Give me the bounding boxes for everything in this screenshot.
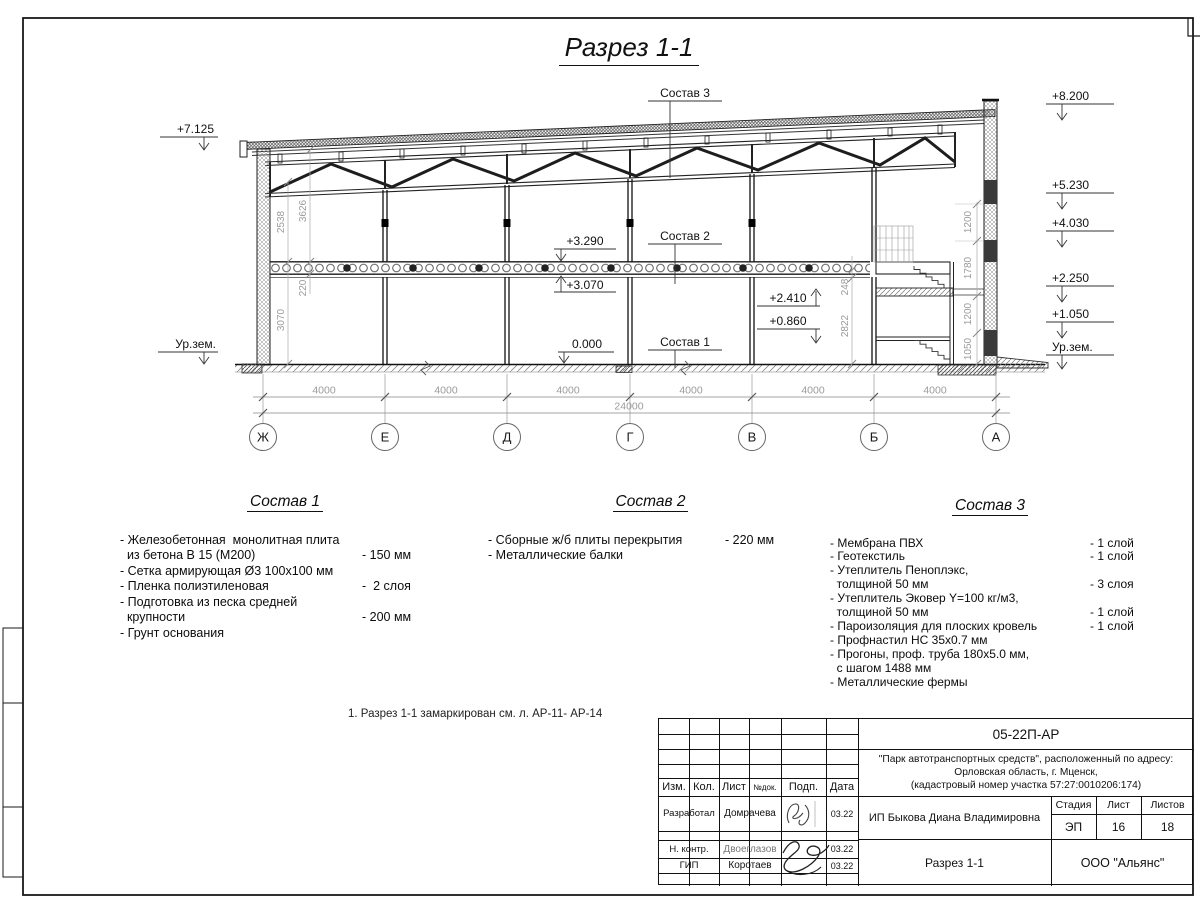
elevation-value: +8.200 [1052,89,1090,103]
list-item: с шагом 1488 мм [830,660,932,675]
right-wall [982,100,999,365]
composition-2 [488,494,813,564]
level-value: +3.070 [566,278,604,292]
composition-3 [830,498,1150,689]
tb-role: Разработал [663,808,715,819]
tb-stage-value: ЭП [1064,819,1083,834]
tb-client: ИП Быкова Диана Владимировна [868,811,1041,824]
elevation-value: +2.250 [1052,271,1090,285]
tb-name: Коротаев [728,860,772,871]
tb-header-kol: Кол. [693,781,715,793]
composition-2-title: Состав 2 [488,494,813,510]
dim-value: 220 [298,279,309,297]
composition-3-title: Состав 3 [830,498,1150,514]
signature-developer [781,797,826,831]
axis-label: А [991,429,1001,445]
composition-1-title: Состав 1 [120,494,450,510]
tb-header-list: Лист [722,781,746,793]
dim-value: 1200 [963,302,974,326]
list-item: - Мембрана ПВХ - 1 слой [830,535,1134,550]
axis-label: Д [502,429,512,445]
dim-value: 1780 [963,256,974,280]
page-title [429,32,829,66]
tb-name: Домрачева [724,808,776,819]
tb-doc-code: 05-22П-АР [992,726,1060,742]
list-item: - Утеплитель Пеноплэкс, [830,563,969,578]
elevation-value: +1.050 [1052,307,1090,321]
ground [235,357,1048,375]
list-item: крупности - 200 мм [120,610,412,624]
list-item: - Сборные ж/б плиты перекрытия - 220 мм [488,532,775,547]
bay-dim: 4000 [679,384,703,397]
title-block [658,718,1193,885]
tb-role: Н. контр. [669,843,709,855]
dim-value: 1200 [963,210,974,234]
axis-label: Б [869,429,879,445]
list-item: - Грунт основания [120,625,225,640]
bay-dim: 4000 [312,384,336,397]
tb-sheet-value: 16 [1111,819,1126,834]
dim-value: 2538 [276,210,287,234]
list-item: - Подготовка из песка средней [120,594,298,609]
elevation-value: Ур.зем. [1052,340,1093,354]
dim-value: 1050 [963,337,974,361]
dims-bottom [250,374,1011,451]
section-title-text: Разрез 1-1 [559,32,700,66]
tb-project [858,749,1194,796]
tb-date: 03.22 [830,808,854,819]
list-item: - Геотекстиль - 1 слой [830,549,1134,564]
floor-slab [270,262,870,278]
level-value: +3.290 [566,234,604,248]
bay-dim: 4000 [434,384,458,397]
leader-label: Состав 2 [660,229,710,243]
stair-flight-lower [914,341,950,363]
tb-project-line2: Орловская область, г. Мценск, [954,767,1098,778]
tb-header-data: Дата [829,781,855,793]
list-item: - Железобетонная монолитная плита [120,532,340,547]
tb-project-line3: (кадастровый номер участка 57:27:0010206:174) [910,780,1142,791]
truss-web [270,138,955,192]
level-value: +0.860 [769,314,807,328]
level-value: 0.000 [571,337,603,351]
tb-date: 03.22 [830,844,854,854]
leader-label: Состав 3 [660,86,710,100]
roof-truss [265,125,955,197]
composition-1 [120,494,450,641]
list-item: толщиной 50 мм - 1 слой [830,605,1134,620]
elevation-value: +5.230 [1052,178,1090,192]
dim-value: 3070 [276,308,287,332]
list-item: - Металлические фермы [830,674,968,689]
tb-sheets-value: 18 [1160,819,1175,834]
tb-sheets-header: Листов [1150,799,1185,811]
total-dim: 24000 [614,400,644,413]
level-value: +2.410 [769,291,807,305]
columns-upper [382,168,877,262]
tb-header-ndok: №док. [753,782,777,792]
column-splices [382,219,756,227]
left-wall [257,149,270,365]
tb-role: ГИП [679,860,699,871]
tb-sheet-name: Разрез 1-1 [925,855,984,870]
tb-header-izm: Изм. [662,781,686,793]
bay-dim: 4000 [923,384,947,397]
list-item: - Металлические балки [488,548,623,562]
roof-deck [240,110,995,158]
axis-label: Ж [256,429,270,445]
tb-company: ООО "Альянс" [1080,855,1165,870]
dims-interior-right [955,200,983,368]
elevation-value: +4.030 [1052,216,1090,230]
list-item: - Пароизоляция для плоских кровель - 1 слой [830,618,1134,633]
dim-value: 2822 [840,314,851,338]
tb-header-podp: Подп. [788,781,819,793]
sheet-note: 1. Разрез 1-1 замаркирован см. л. АР-11- АР-14 [348,708,603,720]
bay-dim: 4000 [801,384,825,397]
list-item: - Сетка армирующая Ø3 100х100 мм [120,563,334,578]
list-item: - Профнастил НС 35х0.7 мм [830,632,988,647]
railing [874,226,913,262]
elevation-marks-right [1046,89,1114,369]
dim-value: 248 [840,278,851,296]
list-item: - Прогоны, проф. труба 180х5.0 мм, [830,646,1030,661]
list-item: толщиной 50 мм - 3 слоя [830,577,1134,592]
tb-date: 03.22 [830,860,854,871]
list-item: из бетона В 15 (М200) - 150 мм [120,548,412,562]
elevation-marks-left [158,122,218,364]
tb-sheet-header: Лист [1107,799,1130,811]
elevation-value: +7.125 [176,122,214,136]
list-item: - Утеплитель Эковер Y=100 кг/м3, [830,591,1019,606]
dim-value: 3626 [298,199,309,223]
entry-apron [997,357,1048,368]
axis-label: В [747,429,757,445]
axis-label: Г [626,429,634,445]
elevation-value: Ур.зем. [175,337,216,351]
tb-stage-header: Стадия [1055,799,1092,811]
leader-label: Состав 1 [660,335,710,349]
bay-dim: 4000 [556,384,580,397]
tb-name: Двоеглазов [723,843,777,855]
tb-project-line1: "Парк автотранспортных средств", расположенный по адресу: [878,754,1174,765]
list-item: - Пленка полиэтиленовая - 2 слоя [120,579,411,593]
axis-label: Е [380,429,390,445]
